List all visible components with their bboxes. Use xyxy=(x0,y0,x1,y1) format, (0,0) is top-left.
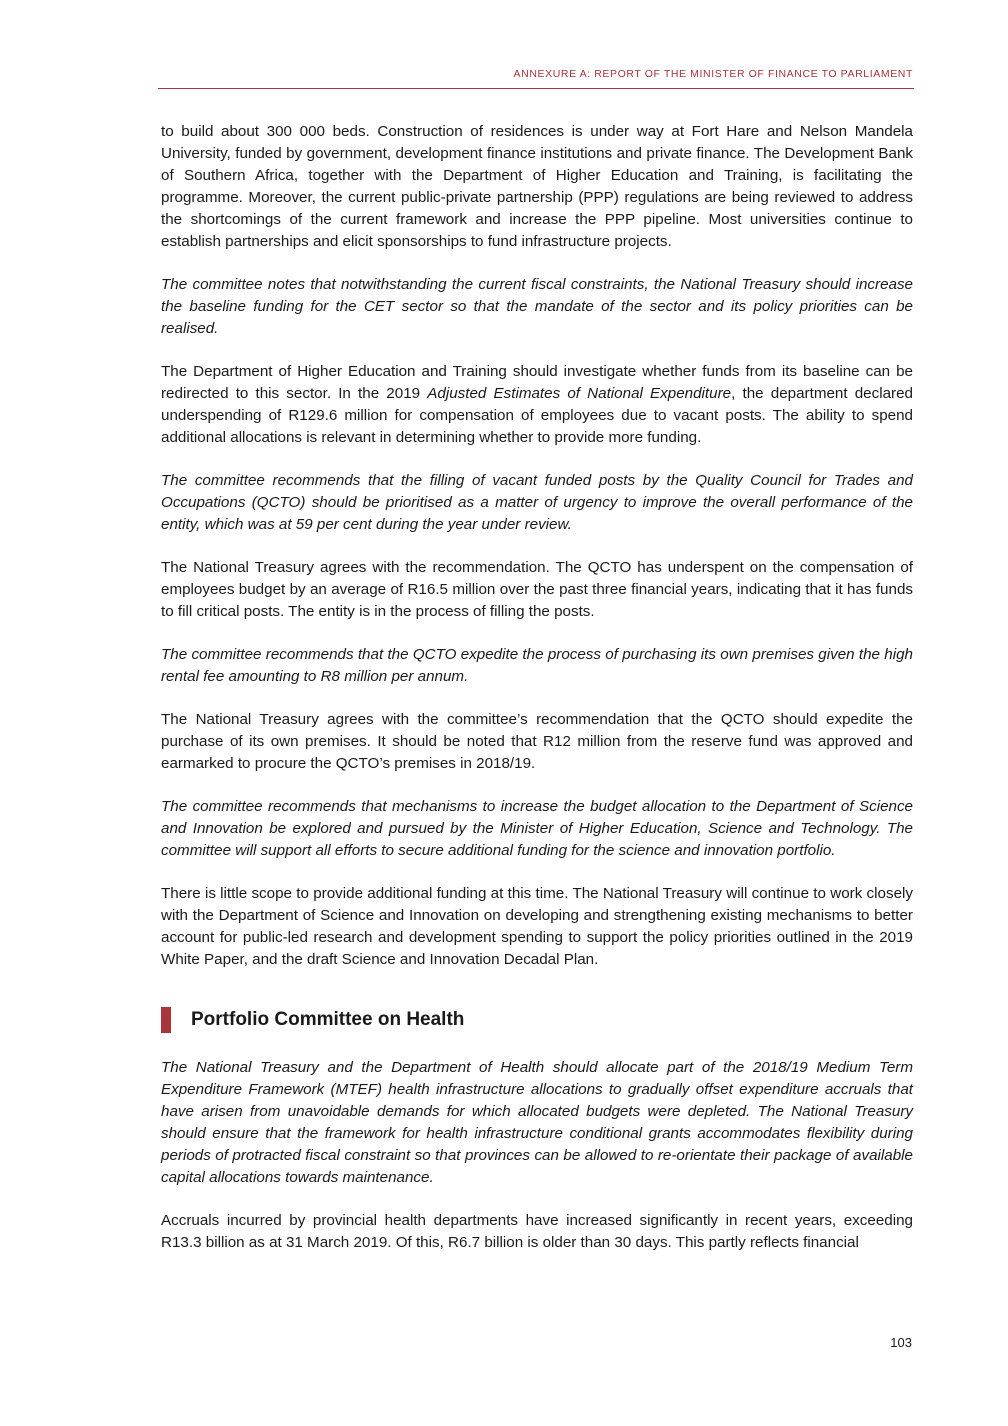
document-body xyxy=(161,121,913,1275)
body-paragraph: Accruals incurred by provincial health departments have increased significantly in recent years, exceeding R13.3 billion as at 31 March 2019. Of this, R6.7 billion is older than 30 days. This partly reflects financial xyxy=(161,1212,913,1251)
section-heading xyxy=(161,1007,913,1033)
page-number: 103 xyxy=(890,1335,912,1350)
section-title: Portfolio Committee on Health xyxy=(191,1009,465,1030)
body-paragraph: There is little scope to provide additional funding at this time. The National Treasury will continue to work closely with the Department of Science and Innovation on developing and strengthening existing mechanisms to better account for public-led research and development spending to support the policy priorities outlined in the 2019 White Paper, and the draft Science and Innovation Decadal Plan. xyxy=(161,885,913,968)
paragraph-text: , the department declared underspending of R129.6 million for compensation of employees due to vacant posts. The ability to spend additional allocations is relevant in determining whether to provide more funding. xyxy=(161,385,913,446)
body-paragraph: to build about 300 000 beds. Construction of residences is under way at Fort Hare and Nelson Mandela University, funded by government, development finance institutions and private finance. The Development Bank of Southern Africa, together with the Department of Higher Education and Training, is facilitating the programme. Moreover, the current public-private partnership (PPP) regulations are being reviewed to address the shortcomings of the current framework and increase the PPP pipeline. Most universities continue to establish partnerships and elicit sponsorships to fund infrastructure projects. xyxy=(161,123,913,250)
body-paragraph: The National Treasury agrees with the committee’s recommendation that the QCTO should expedite the purchase of its own premises. It should be noted that R12 million from the reserve fund was approved and earmarked to procure the QCTO’s premises in 2018/19. xyxy=(161,711,913,772)
committee-recommendation: The committee notes that notwithstanding the current fiscal constraints, the National Treasury should increase the baseline funding for the CET sector so that the mandate of the sector and its policy priorities can be realised. xyxy=(161,276,913,337)
paragraph-text: The Department of Higher Education and Training should investigate whether funds from its baseline can be redirected to this sector. In the 2019 xyxy=(161,363,913,402)
committee-recommendation: The committee recommends that mechanisms to increase the budget allocation to the Department of Science and Innovation be explored and pursued by the Minister of Higher Education, Science and Technology. The committee will support all efforts to secure additional funding for the science and innovation portfolio. xyxy=(161,798,913,859)
body-paragraph xyxy=(161,361,913,449)
committee-recommendation: The National Treasury and the Department of Health should allocate part of the 2018/19 Medium Term Expenditure Framework (MTEF) health infrastructure allocations to gradually offset expenditure accruals that have arisen from unavoidable demands for which allocated budgets were depleted. The National Treasury should ensure that the framework for health infrastructure conditional grants accommodates flexibility during periods of protracted fiscal constraint so that provinces can be allowed to re-orientate their package of available capital allocations towards maintenance. xyxy=(161,1059,913,1186)
committee-recommendation: The committee recommends that the filling of vacant funded posts by the Quality Council for Trades and Occupations (QCTO) should be prioritised as a matter of urgency to improve the overall performance of the entity, which was at 59 per cent during the year under review. xyxy=(161,472,913,533)
running-header: ANNEXURE A: REPORT OF THE MINISTER OF FINANCE TO PARLIAMENT xyxy=(513,68,913,80)
committee-recommendation: The committee recommends that the QCTO expedite the process of purchasing its own premises given the high rental fee amounting to R8 million per annum. xyxy=(161,646,913,685)
section-marker xyxy=(161,1007,171,1033)
header-divider xyxy=(158,88,914,89)
body-paragraph: The National Treasury agrees with the recommendation. The QCTO has underspent on the compensation of employees budget by an average of R16.5 million over the past three financial years, indicating that it has funds to fill critical posts. The entity is in the process of filling the posts. xyxy=(161,559,913,620)
publication-title: Adjusted Estimates of National Expenditure xyxy=(427,385,732,402)
